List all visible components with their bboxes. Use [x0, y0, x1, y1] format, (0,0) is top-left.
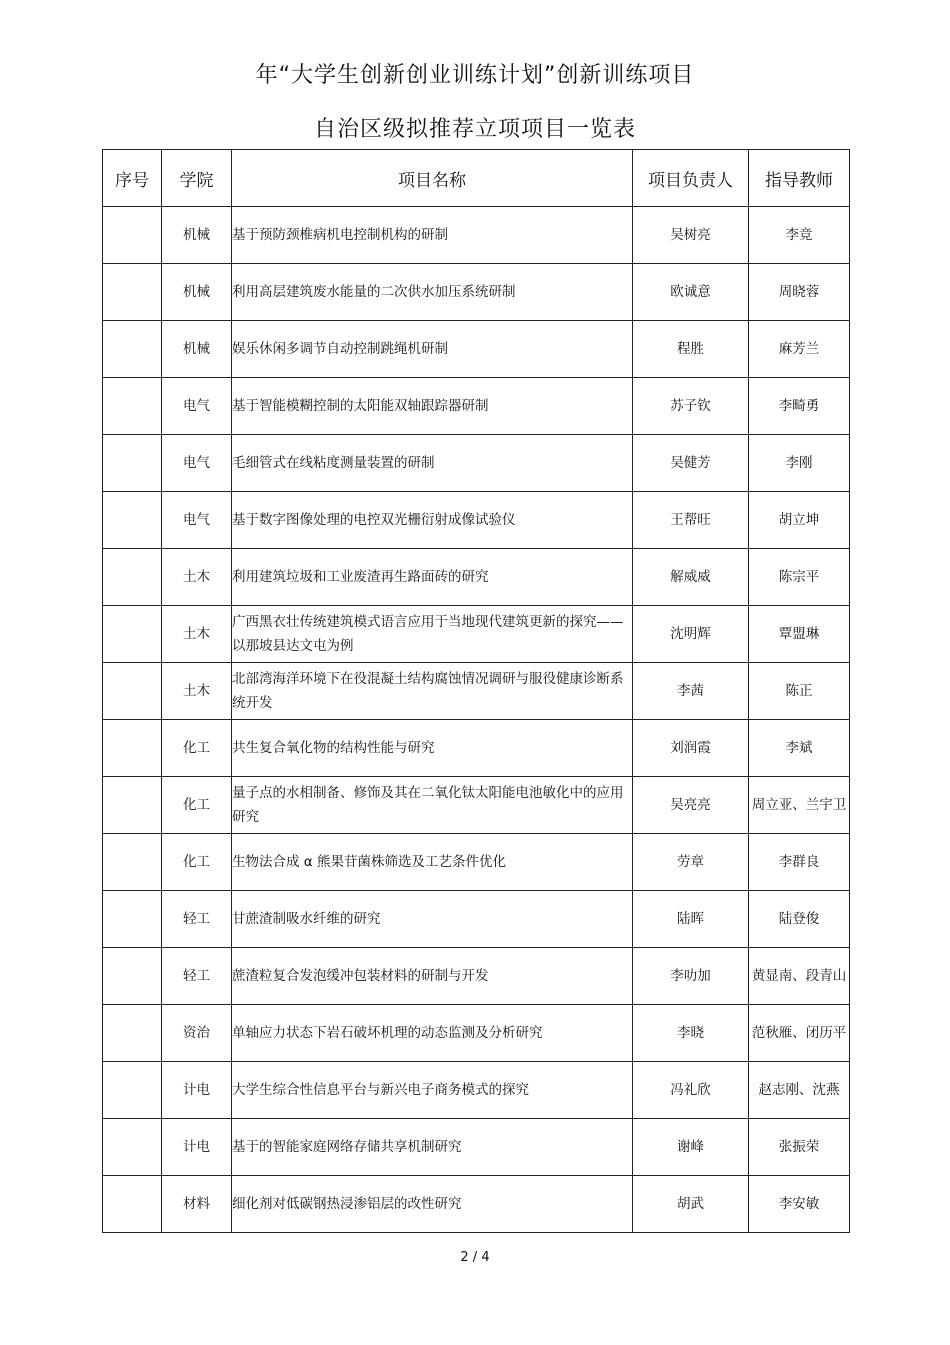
- college-cell: 资治: [162, 1005, 232, 1062]
- college-cell: 电气: [162, 435, 232, 492]
- project-name-cell: 大学生综合性信息平台与新兴电子商务模式的探究: [232, 1062, 633, 1119]
- table-row: [103, 720, 850, 777]
- row-number-cell: [103, 321, 162, 378]
- advisor-cell: 陈宗平: [749, 549, 850, 606]
- column-header-teacher: 指导教师: [749, 150, 850, 207]
- project-name-cell: 利用建筑垃圾和工业废渣再生路面砖的研究: [232, 549, 633, 606]
- project-leader-cell: 李叻加: [633, 948, 749, 1005]
- table-row: [103, 207, 850, 264]
- advisor-cell: 李安敏: [749, 1176, 850, 1233]
- row-number-cell: [103, 1119, 162, 1176]
- project-leader-cell: 刘润霞: [633, 720, 749, 777]
- advisor-cell: 覃盟琳: [749, 606, 850, 663]
- college-cell: 计电: [162, 1062, 232, 1119]
- column-header-leader: 项目负责人: [633, 150, 749, 207]
- project-name-cell: 利用高层建筑废水能量的二次供水加压系统研制: [232, 264, 633, 321]
- advisor-cell: 李群良: [749, 834, 850, 891]
- row-number-cell: [103, 264, 162, 321]
- table-row: [103, 435, 850, 492]
- row-number-cell: [103, 207, 162, 264]
- college-cell: 机械: [162, 264, 232, 321]
- table-row: [103, 948, 850, 1005]
- project-name-cell: 基于预防颈椎病机电控制机构的研制: [232, 207, 633, 264]
- college-cell: 轻工: [162, 891, 232, 948]
- project-leader-cell: 冯礼欣: [633, 1062, 749, 1119]
- document-title-line2: 自治区级拟推荐立项项目一览表: [313, 117, 636, 142]
- project-name-cell: 毛细管式在线粘度测量装置的研制: [232, 435, 633, 492]
- row-number-cell: [103, 1062, 162, 1119]
- row-number-cell: [103, 606, 162, 663]
- row-number-cell: [103, 1176, 162, 1233]
- project-leader-cell: 陆晖: [633, 891, 749, 948]
- table-row: [103, 549, 850, 606]
- project-leader-cell: 李晓: [633, 1005, 749, 1062]
- row-number-cell: [103, 891, 162, 948]
- advisor-cell: 李畸勇: [749, 378, 850, 435]
- project-leader-cell: 欧诚意: [633, 264, 749, 321]
- table-body: [103, 207, 850, 1233]
- college-cell: 材料: [162, 1176, 232, 1233]
- project-leader-cell: 王帮旺: [633, 492, 749, 549]
- college-cell: 计电: [162, 1119, 232, 1176]
- table-row: [103, 663, 850, 720]
- project-leader-cell: 劳章: [633, 834, 749, 891]
- row-number-cell: [103, 720, 162, 777]
- page-number: 2 / 4: [460, 1250, 490, 1265]
- table-row: [103, 378, 850, 435]
- project-name-cell: 量子点的水相制备、修饰及其在二氧化钛太阳能电池敏化中的应用研究: [232, 777, 633, 834]
- advisor-cell: 黄显南、段青山: [749, 948, 850, 1005]
- row-number-cell: [103, 492, 162, 549]
- project-leader-cell: 谢峰: [633, 1119, 749, 1176]
- table-row: [103, 321, 850, 378]
- project-leader-cell: 吴健芳: [633, 435, 749, 492]
- advisor-cell: 李斌: [749, 720, 850, 777]
- college-cell: 土木: [162, 549, 232, 606]
- project-name-cell: 娱乐休闲多调节自动控制跳绳机研制: [232, 321, 633, 378]
- table-row: [103, 264, 850, 321]
- table-row: [103, 1005, 850, 1062]
- project-leader-cell: 吴树亮: [633, 207, 749, 264]
- project-name-cell: 广西黑衣壮传统建筑模式语言应用于当地现代建筑更新的探究——以那坡县达文屯为例: [232, 606, 633, 663]
- project-name-cell: 基于的智能家庭网络存储共享机制研究: [232, 1119, 633, 1176]
- advisor-cell: 赵志刚、沈燕: [749, 1062, 850, 1119]
- row-number-cell: [103, 378, 162, 435]
- advisor-cell: 周立亚、兰宇卫: [749, 777, 850, 834]
- college-cell: 化工: [162, 834, 232, 891]
- project-name-cell: 单轴应力状态下岩石破坏机理的动态监测及分析研究: [232, 1005, 633, 1062]
- row-number-cell: [103, 948, 162, 1005]
- row-number-cell: [103, 435, 162, 492]
- project-leader-cell: 解威威: [633, 549, 749, 606]
- table-header-row: [103, 150, 850, 207]
- college-cell: 化工: [162, 777, 232, 834]
- project-leader-cell: 李茜: [633, 663, 749, 720]
- advisor-cell: 陆登俊: [749, 891, 850, 948]
- advisor-cell: 周晓蓉: [749, 264, 850, 321]
- table-row: [103, 834, 850, 891]
- project-name-cell: 共生复合氧化物的结构性能与研究: [232, 720, 633, 777]
- project-leader-cell: 吴亮亮: [633, 777, 749, 834]
- advisor-cell: 李刚: [749, 435, 850, 492]
- advisor-cell: 胡立坤: [749, 492, 850, 549]
- project-name-cell: 细化剂对低碳钢热浸渗铝层的改性研究: [232, 1176, 633, 1233]
- row-number-cell: [103, 549, 162, 606]
- project-name-cell: 北部湾海洋环境下在役混凝土结构腐蚀情况调研与服役健康诊断系统开发: [232, 663, 633, 720]
- column-header-college: 学院: [162, 150, 232, 207]
- project-name-cell: 生物法合成 α 熊果苷菌株筛选及工艺条件优化: [232, 834, 633, 891]
- advisor-cell: 麻芳兰: [749, 321, 850, 378]
- project-leader-cell: 苏子钦: [633, 378, 749, 435]
- table-row: [103, 492, 850, 549]
- table-row: [103, 777, 850, 834]
- college-cell: 机械: [162, 321, 232, 378]
- table-row: [103, 1062, 850, 1119]
- table-row: [103, 606, 850, 663]
- table-row: [103, 891, 850, 948]
- advisor-cell: 陈正: [749, 663, 850, 720]
- college-cell: 电气: [162, 378, 232, 435]
- college-cell: 化工: [162, 720, 232, 777]
- table-row: [103, 1176, 850, 1233]
- project-name-cell: 甘蔗渣制吸水纤维的研究: [232, 891, 633, 948]
- advisor-cell: 范秋雁、闭历平: [749, 1005, 850, 1062]
- document-title-line1: 年“大学生创新创业训练计划”创新训练项目: [255, 63, 695, 88]
- project-leader-cell: 胡武: [633, 1176, 749, 1233]
- college-cell: 电气: [162, 492, 232, 549]
- college-cell: 轻工: [162, 948, 232, 1005]
- college-cell: 机械: [162, 207, 232, 264]
- project-table: [102, 149, 850, 1233]
- college-cell: 土木: [162, 663, 232, 720]
- row-number-cell: [103, 663, 162, 720]
- column-header-no: 序号: [103, 150, 162, 207]
- project-name-cell: 基于智能模糊控制的太阳能双轴跟踪器研制: [232, 378, 633, 435]
- college-cell: 土木: [162, 606, 232, 663]
- row-number-cell: [103, 777, 162, 834]
- project-name-cell: 蔗渣粒复合发泡缓冲包装材料的研制与开发: [232, 948, 633, 1005]
- advisor-cell: 张振荣: [749, 1119, 850, 1176]
- row-number-cell: [103, 834, 162, 891]
- advisor-cell: 李竞: [749, 207, 850, 264]
- table-row: [103, 1119, 850, 1176]
- row-number-cell: [103, 1005, 162, 1062]
- column-header-project-name: 项目名称: [232, 150, 633, 207]
- project-leader-cell: 沈明辉: [633, 606, 749, 663]
- project-leader-cell: 程胜: [633, 321, 749, 378]
- project-name-cell: 基于数字图像处理的电控双光栅衍射成像试验仪: [232, 492, 633, 549]
